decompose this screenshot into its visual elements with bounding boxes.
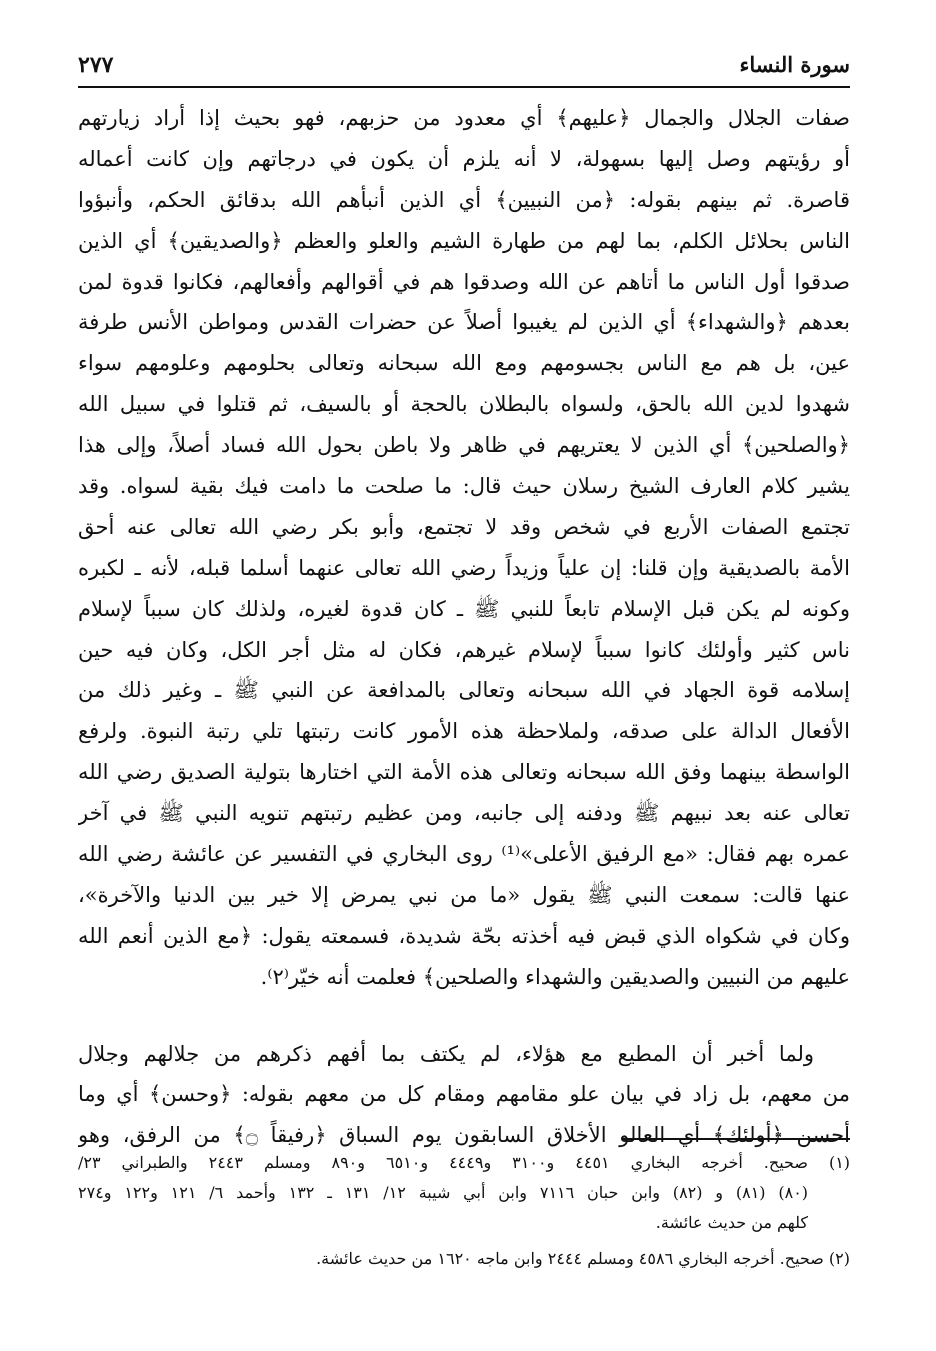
footnote-line: (١) صحيح. أخرجه البخاري ٤٤٥١ و٣١٠٠ و٤٤٤٩ و٦٥١٠ و٨٩٠ ومسلم ٢٤٤٣ والطبراني ٢٣/	[78, 1153, 850, 1172]
page-header	[78, 52, 850, 88]
text-line: يشير كلام العارف الشيخ رسلان حيث قال: ما صلحت ما دامت فيك بقية لسواه. وقد	[78, 474, 850, 499]
footnote-line: (٢) صحيح. أخرجه البخاري ٤٥٨٦ ومسلم ٢٤٤٤ وابن ماجه ١٦٢٠ من حديث عائشة.	[316, 1249, 850, 1268]
footnote-line: كلهم من حديث عائشة.	[655, 1213, 808, 1232]
surah-title: سورة النساء	[739, 52, 850, 77]
text-line: الناس بحلائل الكلم، بما لهم من طهارة الشيم والعلو والعظم ﴿والصديقين﴾ أي الذين	[78, 228, 850, 253]
text-line: وكونه لم يكن قبل الإسلام تابعاً للنبي ﷺ ـ كان قدوة لغيره، ولذلك كان سبباً لإسلام	[78, 596, 850, 621]
text-line: بعدهم ﴿والشهداء﴾ أي الذين لم يغيبوا أصلاً عن حضرات القدس ومواطن الأنس طرفة	[78, 310, 850, 335]
text-line: تعالى عنه بعد نبيهم ﷺ ودفنه إلى جانبه، ومن عظيم رتبتهم تنويه النبي ﷺ في آخر	[78, 801, 850, 826]
footnote-line: (٨٠) (٨١) و (٨٢) وابن حبان ٧١١٦ وابن أبي شيبة ١٢/ ١٣١ ـ ١٣٢ وأحمد ٦/ ١٢١ و١٢٢ و٢٧٤	[78, 1183, 809, 1202]
text-line: صدقوا أول الناس ما أتاهم عن الله وصدقوا هم في أقوالهم وأفعالهم، فكانوا قدوة لمن	[78, 269, 850, 294]
footnote-1	[78, 1148, 850, 1238]
text-line: الأمة بالصديقية وإن قلنا: إن علياً وزيداً رضي الله تعالى عنهما أسلما قبله، لأنه ـ لكبره	[78, 555, 850, 580]
paragraph-gap	[78, 998, 850, 1034]
text-line: من معهم، بل زاد في بيان علو مقامهم ومقام كل من معهم بقوله: ﴿وحسن﴾ أي وما	[78, 1082, 850, 1107]
text-line: قاصرة. ثم بينهم بقوله: ﴿من النبيين﴾ أي الذين أنبأهم الله بدقائق الحكم، وأنبؤوا	[78, 187, 850, 212]
text-line: عليهم من النبيين والصديقين والشهداء والصلحين﴾ فعلمت أنه خيّر⁽٢⁾.	[260, 964, 850, 989]
text-line: الواسطة بينهما وفق الله سبحانه وتعالى هذه الأمة التي اختارها بتولية الصديق رضي الله	[78, 760, 850, 785]
page-number: ٢٧٧	[78, 52, 114, 78]
footnote-2	[78, 1244, 850, 1274]
footnotes	[78, 1148, 850, 1274]
main-text	[78, 98, 850, 1156]
text-line: أو رؤيتهم وصل إليها بسهولة، لا أنه يلزم أن يكون في درجاتهم وإن كانت أعماله	[78, 146, 850, 171]
text-line: ناس كثير وأولئك كانوا سبباً لإسلام غيرهم، فكان له مثل أجر الكل، وكان فيه حين	[78, 637, 850, 662]
text-line: ولما أخبر أن المطيع مع هؤلاء، لم يكتف بما أفهم ذكرهم من جلالهم وجلال	[78, 1041, 814, 1066]
text-line: صفات الجلال والجمال ﴿عليهم﴾ أي معدود من حزبهم، فهو بحيث إذا أراد زيارتهم	[78, 106, 850, 130]
text-line: الأفعال الدالة على صدقه، ولملاحظة هذه الأمور كانت رتبتها تلي رتبة النبوة. ولرفع	[78, 719, 850, 744]
text-line: إسلامه قوة الجهاد في الله سبحانه وتعالى بالمدافعة عن النبي ﷺ ـ وغير ذلك من	[78, 678, 850, 703]
text-line: عمره بهم فقال: «مع الرفيق الأعلى»⁽¹⁾ روى البخاري في التفسير عن عائشة رضي الله	[78, 842, 850, 867]
text-line: ﴿والصلحين﴾ أي الذين لا يعتريهم في ظاهر ولا باطن بحول الله فساد أصلاً، وإلى هذا	[78, 433, 850, 458]
text-line: تجتمع الصفات الأربع في شخص وقد لا تجتمع، وأبو بكر رضي الله تعالى عنه أحق	[78, 514, 850, 539]
text-line: أحسن ﴿أولئك﴾ أي العالو الأخلاق السابقون يوم السباق ﴿رفيقاً ۝﴾ من الرفق، وهو	[78, 1123, 850, 1148]
text-line: عنها قالت: سمعت النبي ﷺ يقول «ما من نبي يمرض إلا خير بين الدنيا والآخرة»،	[78, 882, 850, 907]
text-line: وكان في شكواه الذي قبض فيه أخذته بحّة شديدة، فسمعته يقول: ﴿مع الذين أنعم الله	[78, 923, 850, 948]
text-line: عين، بل هم مع الناس بجسومهم ومع الله سبحانه وتعالى بحلومهم وعلومهم سواء	[78, 351, 850, 376]
footnote-separator	[622, 1138, 850, 1140]
text-line: شهدوا لدين الله بالحق، ولسواه بالبطلان بالحجة أو بالسيف، ثم قتلوا في سبيل الله	[78, 392, 850, 417]
